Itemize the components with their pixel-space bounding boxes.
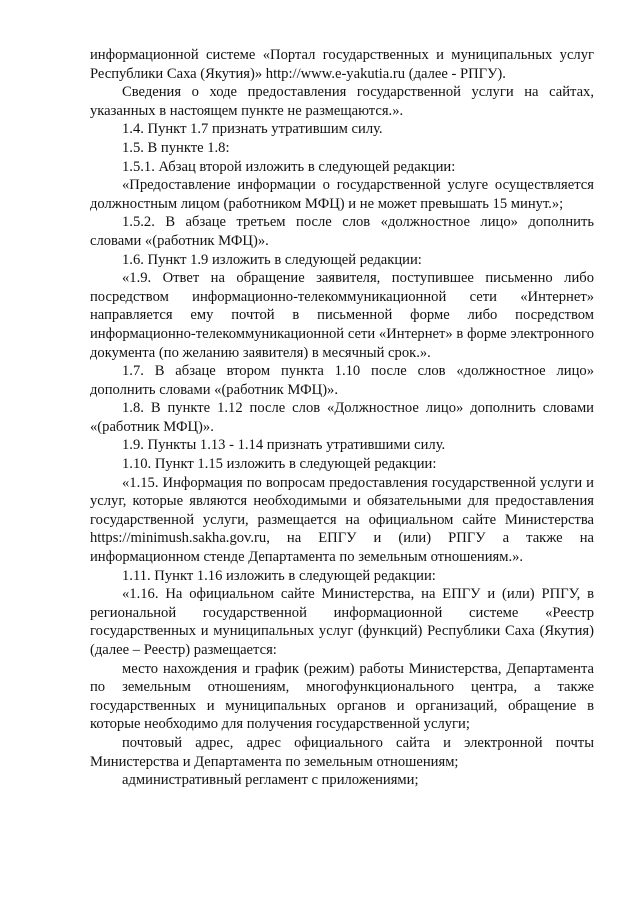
paragraph-postal-address: почтовый адрес, адрес официального сайта и электронной почты Министерства и Департамента по земельным отношениям;: [90, 734, 594, 770]
paragraph-item-1-5-1: 1.5.1. Абзац второй изложить в следующей редакции:: [122, 158, 456, 175]
paragraph-item-1-8: 1.8. В пункте 1.12 после слов «Должностное лицо» дополнить словами «(работник МФЦ)».: [90, 400, 594, 435]
paragraph-quote-1-16: «1.16. На официальном сайте Министерства, на ЕПГУ и (или) РПГУ, в региональной государственной информационной системе «Реестр государственных и муниципальных услуг (функций) Республики Саха (Якутия) (далее – Реестр) размещается:: [90, 586, 594, 658]
paragraph-item-1-10: 1.10. Пункт 1.15 изложить в следующей редакции:: [122, 456, 437, 473]
paragraph-portal-continuation: информационной системе «Портал государственных и муниципальных услуг Республики Саха (Якутия)» http://www.e-yakutia.ru (далее - РПГУ).: [90, 47, 594, 82]
paragraph-item-1-6: 1.6. Пункт 1.9 изложить в следующей редакции:: [122, 251, 422, 268]
paragraph-item-1-11: 1.11. Пункт 1.16 изложить в следующей редакции:: [122, 567, 436, 584]
paragraph-quote-1-15: «1.15. Информация по вопросам предоставления государственной услуги и услуг, которые являются необходимыми и обязательными для предоставления государственной услуги, размещается на официальном сайте Министерства https://minimush.sakha.gov.ru, на ЕПГУ и (или) РПГУ а также на информационном стенде Департамента по земельным отношениям.».: [90, 474, 594, 566]
paragraph-info-provision: «Предоставление информации о государственной услуге осуществляется должностным лицом (работником МФЦ) и не может превышать 15 минут.»;: [90, 177, 594, 212]
paragraph-item-1-7: 1.7. В абзаце втором пункта 1.10 после слов «должностное лицо» дополнить словами «(работник МФЦ)».: [90, 363, 594, 398]
paragraph-location-schedule: место нахождения и график (режим) работы Министерства, Департамента по земельным отношениям, многофункционального центра, а также государственных и муниципальных органов и организаций, обращение в которые необходимо для получения государственной услуги;: [90, 660, 594, 733]
paragraph-item-1-4: 1.4. Пункт 1.7 признать утратившим силу.: [122, 121, 383, 138]
paragraph-item-1-5-2: 1.5.2. В абзаце третьем после слов «должностное лицо» дополнить словами «(работник МФЦ)».: [90, 214, 594, 249]
paragraph-quote-1-9: «1.9. Ответ на обращение заявителя, поступившее письменно либо посредством информационно-телекоммуникационной сети «Интернет» направляется ему почтой в письменной форме либо посредством информационно-телекоммуникационной сети «Интернет» в форме электронного документа (по желанию заявителя) в месячный срок.».: [90, 270, 594, 361]
paragraph-admin-regulation: административный регламент с приложениями;: [122, 772, 419, 789]
paragraph-item-1-9: 1.9. Пункты 1.13 - 1.14 признать утратившими силу.: [122, 437, 446, 454]
paragraph-item-1-5: 1.5. В пункте 1.8:: [122, 139, 230, 156]
paragraph-progress-info: Сведения о ходе предоставления государственной услуги на сайтах, указанных в настоящем пункте не размещаются.».: [90, 84, 594, 119]
